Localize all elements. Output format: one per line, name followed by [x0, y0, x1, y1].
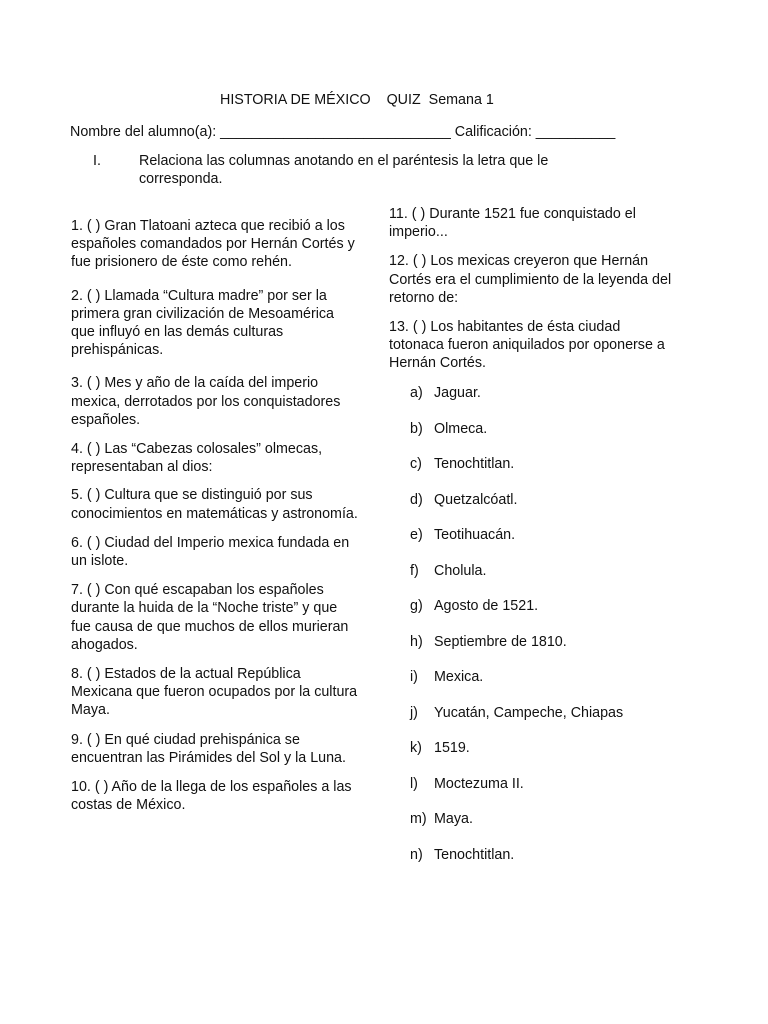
option-value: Teotihuacán.: [434, 527, 516, 543]
option-letter: m): [410, 811, 427, 827]
option-letter: j): [410, 704, 418, 721]
option-value: Quetzalcóatl.: [434, 491, 518, 508]
question-2: 2. ( ) Llamada “Cultura madre” por ser la primera gran civilización de Mesoamérica que influyó en las demás culturas prehispánicas.: [71, 287, 335, 359]
option-letter: k): [410, 740, 422, 756]
questions-right-column: [389, 205, 679, 373]
option-value: Yucatán, Campeche, Chiapas: [434, 704, 624, 721]
option-letter: b): [410, 420, 423, 437]
question-10: 10. ( ) Año de la llega de los españoles a las costas de México.: [71, 779, 352, 814]
option-letter: l): [410, 775, 418, 792]
option-letter: c): [410, 456, 422, 472]
option-value: Tenochtitlan.: [434, 846, 515, 863]
option-letter: a): [410, 385, 423, 401]
option-value: Tenochtitlan.: [434, 456, 515, 472]
instruction-text: Relaciona las columnas anotando en el paréntesis la letra que le corresponda.: [139, 153, 549, 188]
option-value: Jaguar.: [434, 385, 481, 401]
option-value: Mexica.: [434, 669, 484, 685]
option-value: Olmeca.: [434, 420, 488, 437]
option-value: 1519.: [434, 740, 470, 756]
question-11: 11. ( ) Durante 1521 fue conquistado el imperio...: [389, 206, 636, 241]
option-value: Moctezuma II.: [434, 775, 524, 792]
option-letter: h): [410, 633, 423, 650]
section-number: I.: [93, 153, 101, 169]
option-letter: d): [410, 491, 423, 508]
option-value: Maya.: [434, 811, 473, 827]
quiz-title: HISTORIA DE MÉXICO QUIZ Semana 1: [220, 92, 494, 108]
question-6: 6. ( ) Ciudad del Imperio mexica fundada en un islote.: [71, 534, 350, 570]
option-letter: n): [410, 846, 423, 863]
question-1: 1. ( ) Gran Tlatoani azteca que recibió a los españoles comandados por Hernán Cortés y fue prisionero de éste como rehén.: [71, 218, 355, 271]
question-7: 7. ( ) Con qué escapaban los españoles durante la huida de la “Noche triste” y que fue causa de que muchos de ellos murieran ahogados.: [71, 582, 349, 653]
question-8: 8. ( ) Estados de la actual República Mexicana que fueron ocupados por la cultura Maya.: [71, 666, 358, 719]
question-3: 3. ( ) Mes y año de la caída del imperio mexica, derrotados por los conquistadores españoles.: [71, 375, 341, 428]
questions-left-column: [71, 217, 361, 814]
question-9: 9. ( ) En qué ciudad prehispánica se encuentran las Pirámides del Sol y la Luna.: [71, 731, 346, 766]
question-5: 5. ( ) Cultura que se distinguió por sus conocimientos en matemáticas y astronomía.: [71, 487, 358, 522]
option-letter: e): [410, 527, 423, 543]
option-letter: g): [410, 598, 423, 614]
question-4: 4. ( ) Las “Cabezas colosales” olmecas, representaban al dios:: [71, 441, 323, 476]
question-13: 13. ( ) Los habitantes de ésta ciudad totonaca fueron aniquilados por oponerse a Hernán Cortés.: [389, 319, 665, 372]
option-value: Cholula.: [434, 562, 487, 579]
option-letter: i): [410, 669, 418, 685]
student-name-line: Nombre del alumno(a): _____________________________ Calificación: __________: [70, 124, 616, 140]
option-value: Agosto de 1521.: [434, 598, 539, 614]
question-12: 12. ( ) Los mexicas creyeron que Hernán Cortés era el cumplimiento de la leyenda del retorno de:: [389, 253, 672, 306]
option-value: Septiembre de 1810.: [434, 633, 567, 650]
option-letter: f): [410, 562, 419, 579]
